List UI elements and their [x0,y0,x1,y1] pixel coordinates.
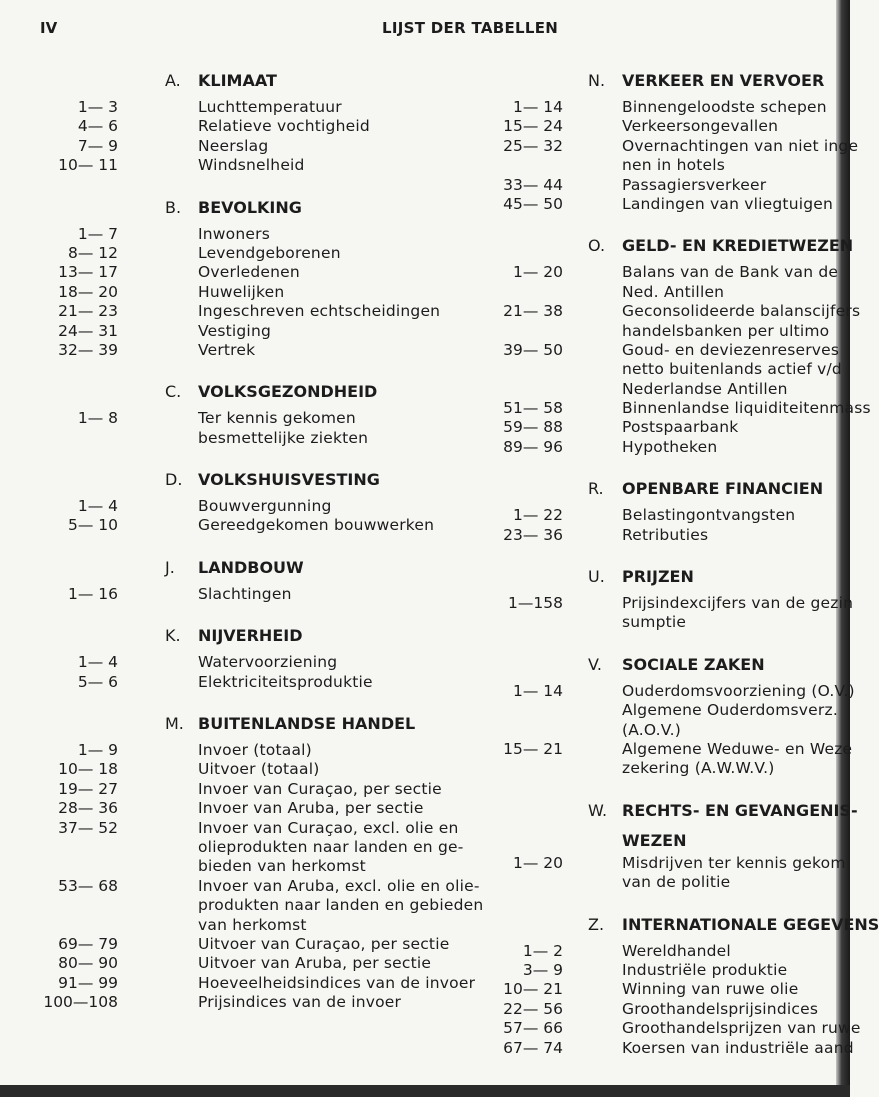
table-entry [30,263,500,282]
table-entry [475,98,835,117]
table-entry [475,980,835,999]
table-range: 1— 22 [512,506,563,525]
table-description: Koersen van industriële aand [622,1038,854,1057]
table-range: 1— 9 [77,741,118,760]
table-entry [475,380,835,399]
section-heading [30,379,500,409]
table-range: 19— 27 [58,779,118,798]
section-heading [30,68,500,98]
section [475,798,858,893]
table-entry [475,136,859,156]
table-range: 1— 16 [67,584,118,603]
table-description: Slachtingen [198,584,292,603]
table-description: produkten naar landen en gebieden [198,896,484,915]
section-title: KLIMAAT [198,71,277,90]
table-description: van herkomst [198,915,307,934]
table-entry [30,585,500,604]
table-range: 25— 32 [503,136,563,155]
table-description: Binnenlandse liquiditeitenmass [622,399,871,418]
table-entry [475,283,835,302]
table-entry [30,137,500,156]
table-entry [475,418,835,437]
page-bottom-edge [0,1085,850,1097]
table-description: Geconsolideerde balanscijfers [622,302,861,321]
table-description: Algemene Ouderdomsverz. [622,701,838,720]
section-letter: N. [588,71,606,90]
section-title: LANDBOUW [198,557,304,577]
table-description: nen in hotels [622,156,726,175]
table-entry [30,954,500,973]
table-entry [30,819,500,838]
section [30,195,500,361]
table-description: zekering (A.W.W.V.) [622,759,775,778]
table-description: Industriële produktie [622,960,788,979]
table-range: 5— 10 [67,516,118,535]
table-description: Vestiging [198,321,272,340]
section-heading [30,555,500,585]
table-range: 18— 20 [58,282,118,301]
section [475,233,871,457]
table-entry [475,1019,861,1038]
table-entry [475,156,835,175]
table-range: 28— 36 [58,799,118,818]
table-entry [475,526,835,545]
section [475,564,854,633]
table-entry [475,853,846,873]
table-description: Winning van ruwe olie [622,980,799,999]
table-description: Belastingontvangsten [622,506,796,525]
table-entry [475,117,835,136]
table-description: Overnachtingen van niet inge [622,136,859,155]
table-entry [30,516,500,535]
table-entry [30,156,500,175]
table-entry [30,244,500,263]
section-title: OPENBARE FINANCIEN [622,479,824,499]
table-description: netto buitenlands actief v/d [622,360,842,379]
section-title: VOLKSGEZONDHEID [198,382,378,402]
section-heading [475,233,854,263]
table-range: 45— 50 [503,194,563,213]
table-entry [30,429,500,448]
table-range: 23— 36 [503,525,563,544]
section [30,555,500,604]
table-entry [30,760,500,779]
section-heading [475,476,835,506]
table-description: Overledenen [198,263,300,282]
table-description: Groothandelsprijsindices [622,999,819,1018]
section-letter: A. [165,71,181,90]
table-description: bieden van herkomst [198,857,366,876]
table-entry [30,916,500,935]
table-description: Verkeersongevallen [622,117,779,136]
table-description: Ouderdomsvoorziening (O.V.) [622,681,855,700]
table-entry [475,942,835,961]
section-title: BUITENLANDSE HANDEL [198,714,416,734]
section-heading [30,623,500,653]
section-letter: M. [165,714,184,734]
section-title: INTERNATIONALE GEGEVENS [622,914,879,934]
table-range: 24— 31 [58,321,118,340]
table-description: Neerslag [198,136,269,155]
table-entry [475,438,835,457]
table-range: 1— 14 [512,681,563,700]
page-title: LIJST DER TABELLEN [382,19,559,37]
section [30,623,500,692]
table-description: Invoer van Curaçao, per sectie [198,779,442,798]
table-entry [475,195,835,214]
section-letter: O. [588,236,606,256]
section-letter: D. [165,470,183,490]
table-description: Luchttemperatuur [198,98,342,116]
table-description: van de politie [622,873,731,892]
table-description: Invoer (totaal) [198,741,312,760]
table-entry [475,506,835,525]
table-entry [475,360,842,379]
table-entry [475,873,835,892]
table-description: sumptie [622,613,687,632]
table-entry [30,877,500,896]
table-description: Gereedgekomen bouwwerken [198,516,435,535]
table-entry [30,322,500,341]
table-description: Ned. Antillen [622,282,725,301]
table-entry [475,176,835,195]
table-entry [475,399,871,418]
table-description: Invoer van Curaçao, excl. olie en [198,818,459,837]
table-description: Passagiersverkeer [622,175,767,194]
section [475,652,855,779]
left-column [30,68,500,1032]
table-entry [30,673,500,692]
table-description: Huwelijken [198,282,285,301]
section-title: RECHTS- EN GEVANGENIS- [622,800,858,820]
table-range: 7— 9 [77,136,118,155]
table-entry [30,974,500,993]
table-entry [30,799,500,818]
table-range: 1— 7 [77,224,118,243]
section-letter: K. [165,626,181,646]
table-description: Algemene Weduwe- en Weze [622,739,853,758]
table-range: 1— 14 [512,98,563,116]
table-description: Ingeschreven echtscheidingen [198,302,441,321]
section-heading [475,68,835,98]
section [30,68,500,176]
table-description: Prijsindices van de invoer [198,993,402,1012]
section-title: SOCIALE ZAKEN [622,654,765,674]
table-range: 13— 17 [58,263,118,282]
table-description: Windsnelheid [198,156,305,175]
table-description: Watervoorziening [198,653,338,672]
section-title: PRIJZEN [622,567,694,587]
table-range: 5— 6 [77,672,118,691]
table-entry [475,721,835,740]
section-letter: W. [588,800,608,820]
table-description: Bouwvergunning [198,497,332,516]
table-entry [30,409,500,428]
section-title: BEVOLKING [198,197,302,217]
section-heading [475,912,879,942]
table-range: 8— 12 [67,243,118,262]
table-description: Balans van de Bank van de [622,263,839,282]
section-letter: U. [588,567,605,587]
table-description: Vertrek [198,340,256,359]
table-entry [30,838,500,857]
table-range: 32— 39 [58,340,118,359]
table-range: 1— 4 [77,497,118,516]
table-entry [475,759,835,778]
table-entry [475,302,861,321]
table-entry [475,739,853,759]
section [30,379,500,448]
table-entry [475,681,855,701]
table-entry [30,497,500,516]
section-heading [30,711,500,741]
table-range: 67— 74 [503,1038,563,1057]
table-description: Nederlandse Antillen [622,379,788,398]
table-entry [30,857,500,876]
page-number: IV [40,19,58,37]
table-range: 37— 52 [58,818,118,837]
section [475,912,879,1058]
table-range: 10— 21 [503,980,563,999]
section [30,711,500,1012]
table-description: Uitvoer (totaal) [198,760,320,779]
table-description: (A.O.V.) [622,720,681,739]
section-letter: R. [588,479,604,499]
table-description: Uitvoer van Curaçao, per sectie [198,934,450,953]
table-range: 1— 2 [522,941,563,960]
table-range: 69— 79 [58,934,118,953]
table-description: Levendgeborenen [198,243,341,262]
table-entry [30,117,500,136]
table-entry [30,653,500,672]
table-entry [30,283,500,302]
table-description: Inwoners [198,224,270,243]
table-range: 59— 88 [503,418,563,437]
table-range: 91— 99 [58,973,118,992]
section-heading [30,195,500,225]
table-range: 10— 11 [58,156,118,175]
table-range: 1— 4 [77,653,118,672]
table-range: 1— 8 [77,409,118,428]
table-entry [30,225,500,244]
section [30,467,500,536]
section-heading [475,652,835,682]
table-entry [475,961,835,980]
table-range: 89— 96 [503,437,563,456]
table-range: 39— 50 [503,340,563,359]
section [475,68,859,214]
table-range: 1— 3 [77,98,118,116]
section-letter: Z. [588,914,605,934]
table-entry [30,780,500,799]
section-heading [475,798,858,828]
table-range: 100—108 [43,993,118,1012]
table-description: Uitvoer van Aruba, per sectie [198,954,432,973]
table-description: Misdrijven ter kennis gekom [622,853,846,872]
section-letter: C. [165,382,182,402]
table-description: Goud- en deviezenreserves [622,340,840,359]
table-entry [475,594,854,613]
table-range: 1— 20 [512,853,563,872]
table-range: 4— 6 [77,117,118,136]
section-heading [475,564,835,594]
table-range: 51— 58 [503,399,563,418]
table-description: Groothandelsprijzen van ruwe [622,1019,861,1038]
section [475,476,835,545]
table-entry [30,993,500,1012]
table-range: 10— 18 [58,760,118,779]
table-entry [475,263,839,282]
table-range: 33— 44 [503,175,563,194]
table-range: 1— 20 [512,263,563,282]
section-letter: J. [165,557,175,577]
table-entry [30,741,500,760]
table-entry [475,340,840,360]
table-description: Hypotheken [622,437,718,456]
table-description: Landingen van vliegtuigen [622,194,834,213]
table-description: Prijsindexcijfers van de gezin [622,594,854,613]
table-entry [30,341,500,360]
table-entry [30,935,500,954]
table-entry [475,322,835,341]
table-range: 21— 38 [503,302,563,321]
table-entry [30,302,500,321]
table-range: 15— 21 [503,739,563,758]
table-entry [475,1000,835,1019]
section-title-continued: WEZEN [622,830,687,850]
table-description: Retributies [622,525,709,544]
table-description: Hoeveelheidsindices van de invoer [198,973,476,992]
section-letter: V. [588,654,602,674]
table-description: Elektriciteitsproduktie [198,672,373,691]
table-entry [30,896,500,915]
table-description: olieprodukten naar landen en ge- [198,837,464,856]
table-range: 53— 68 [58,876,118,895]
section-heading [30,467,500,497]
table-range: 21— 23 [58,302,118,321]
table-entry [475,701,838,720]
table-range: 1—158 [508,594,563,613]
section-title: VOLKSHUISVESTING [198,470,380,490]
section-letter: B. [165,197,182,217]
table-entry [30,98,500,117]
right-column [475,68,879,1077]
section-title: VERKEER EN VERVOER [622,71,825,90]
table-description: Postspaarbank [622,418,739,437]
table-entry [475,1038,854,1058]
section-title: GELD- EN KREDIETWEZEN [622,236,854,256]
table-description: Relatieve vochtigheid [198,117,370,136]
table-description: besmettelijke ziekten [198,428,369,447]
section-heading-continued [475,828,835,854]
table-range: 22— 56 [503,999,563,1018]
table-range: 3— 9 [522,960,563,979]
section-title: NIJVERHEID [198,626,303,646]
table-description: handelsbanken per ultimo [622,321,830,340]
table-description: Binnengeloodste schepen [622,98,827,116]
table-description: Ter kennis gekomen [198,409,356,428]
table-range: 15— 24 [503,117,563,136]
table-range: 57— 66 [503,1019,563,1038]
table-entry [475,613,835,632]
table-range: 80— 90 [58,954,118,973]
table-description: Invoer van Aruba, excl. olie en olie- [198,876,480,895]
table-description: Invoer van Aruba, per sectie [198,799,424,818]
table-description: Wereldhandel [622,941,731,960]
